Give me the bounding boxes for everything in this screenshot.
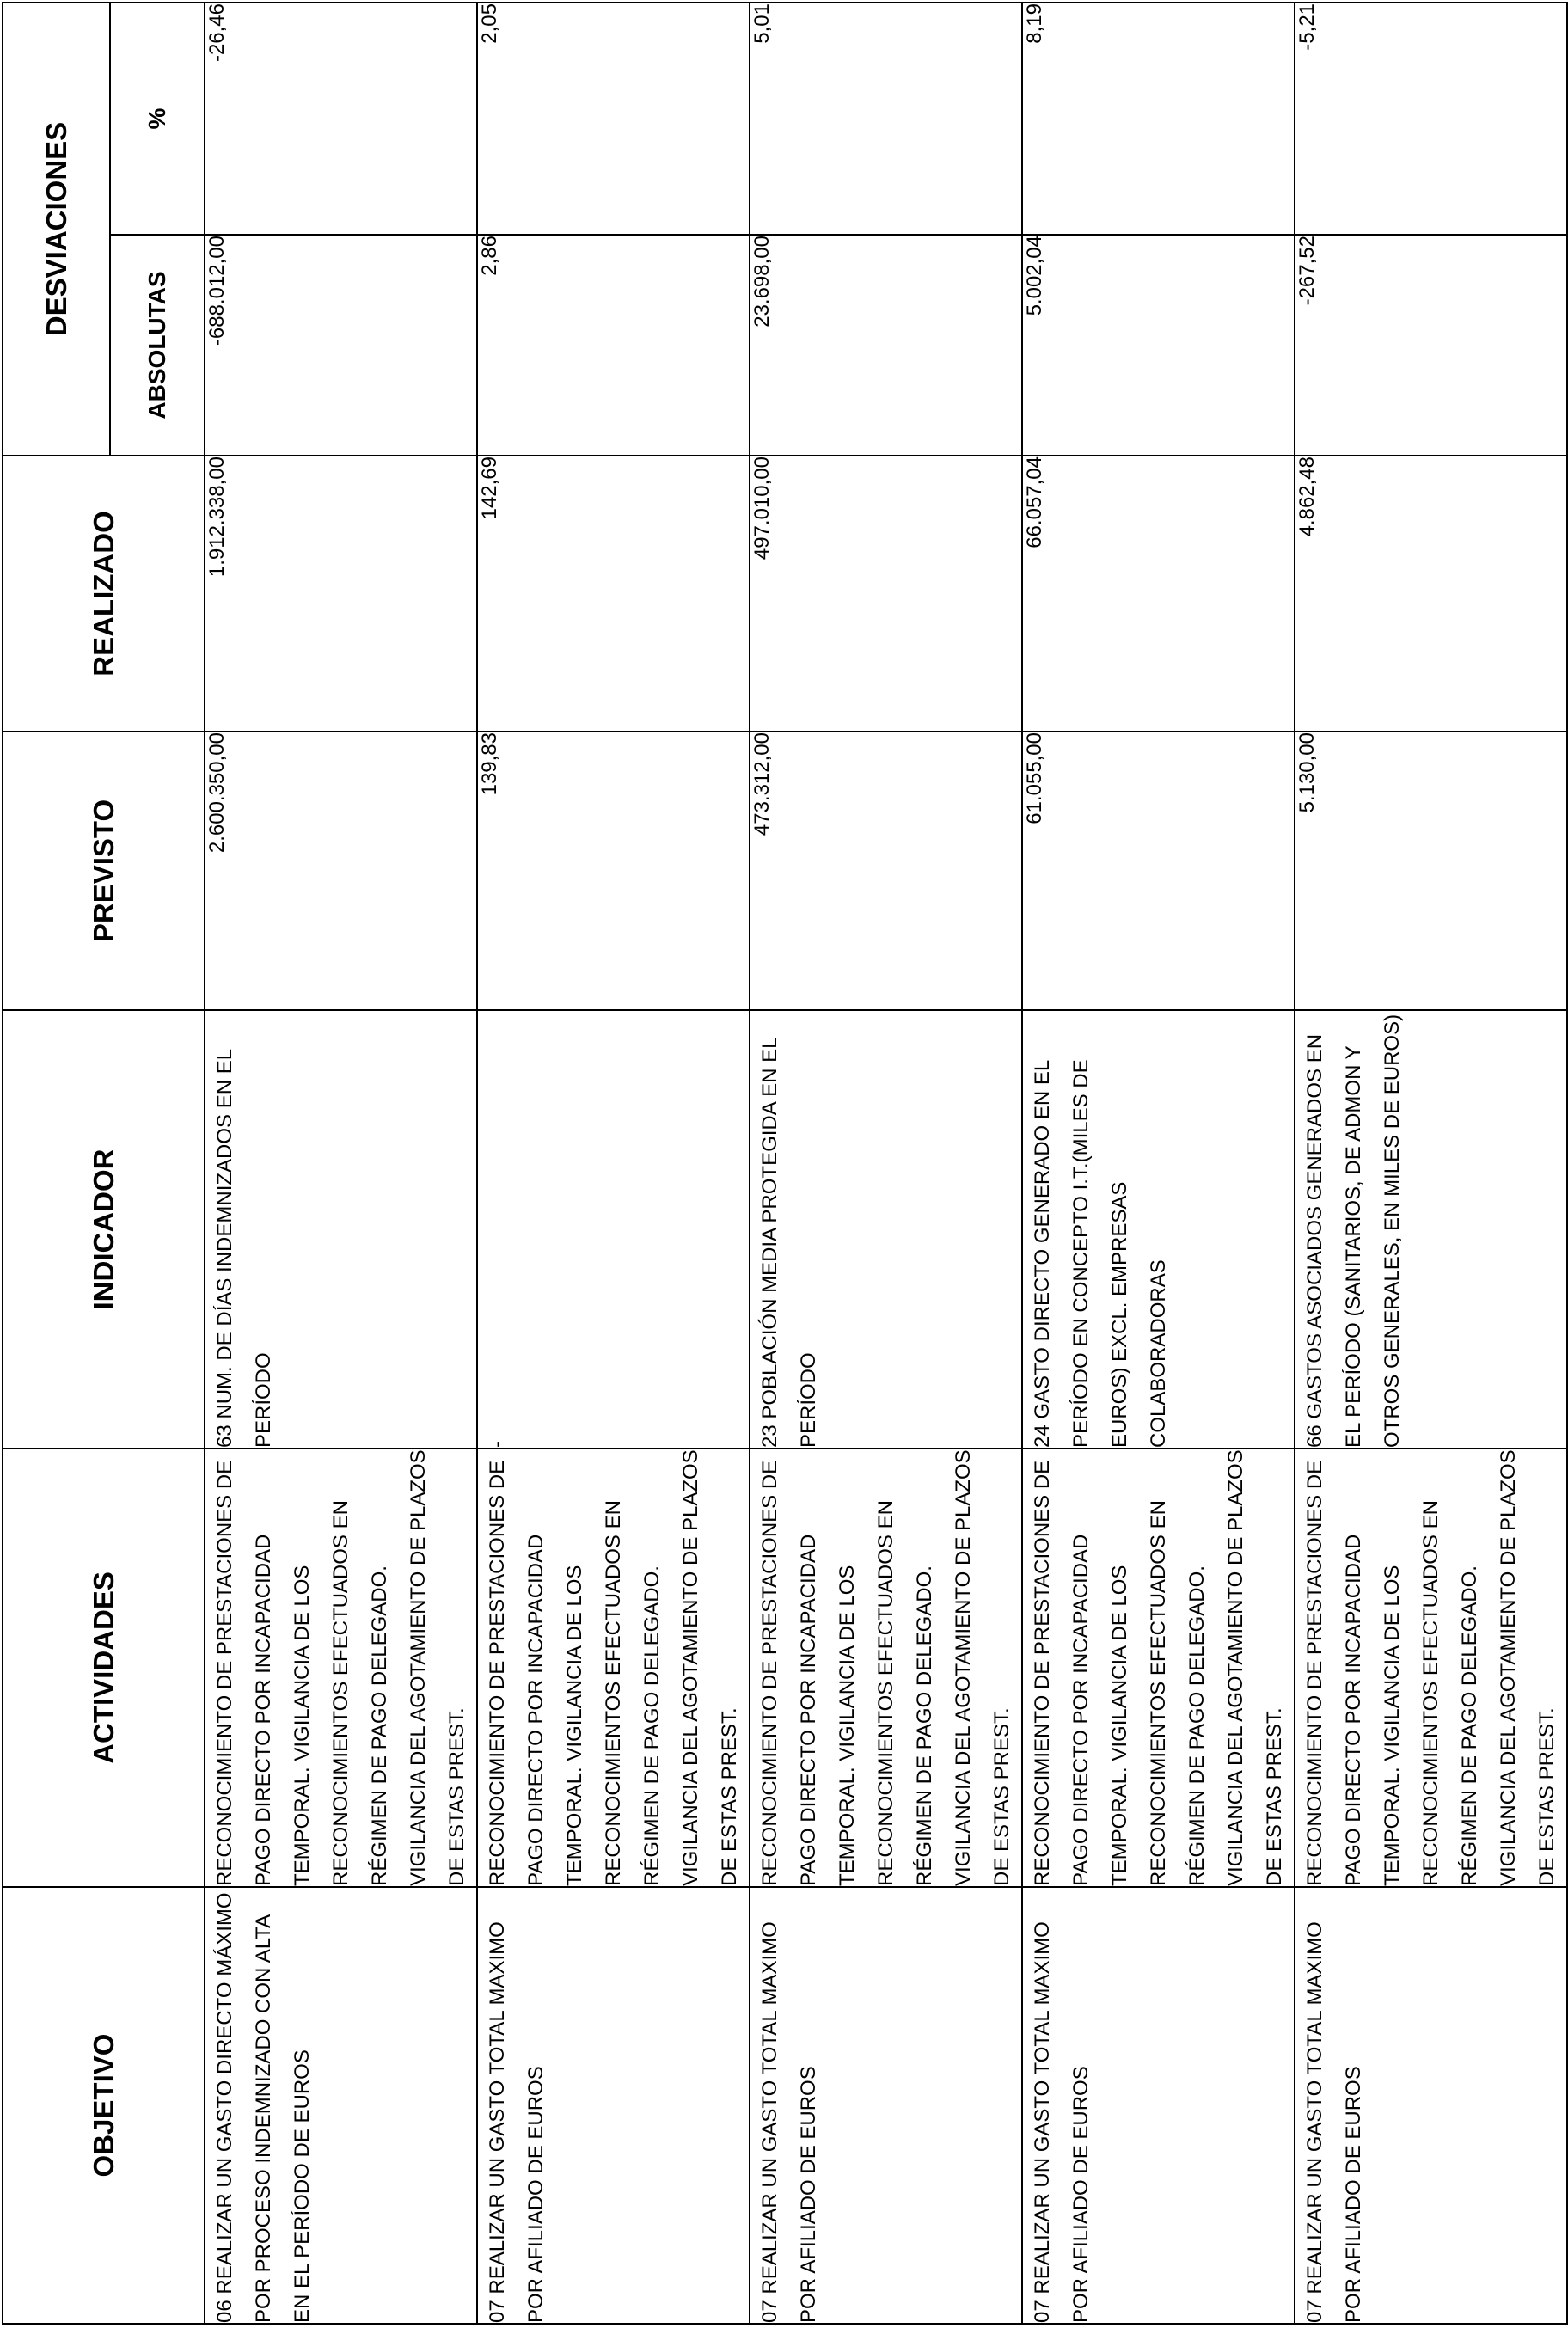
indicador-cell: 24 GASTO DIRECTO GENERADO EN EL PERÍODO EN CONCEPTO I.T.(MILES DE EUROS) EXCL. EMPRESAS COLABORADORAS [1022,1010,1295,1449]
header-indicador: INDICADOR [3,1010,205,1449]
header-porcentaje: % [110,3,205,235]
table-row [205,3,477,2324]
header-actividades: ACTIVIDADES [3,1449,205,1887]
previsto-cell: 5.130,00 [1295,732,1567,1010]
realizado-cell: 142,69 [477,456,750,732]
objetivo-cell: 07 REALIZAR UN GASTO TOTAL MAXIMO POR AFILIADO DE EUROS [1022,1887,1295,2324]
table-row [1022,3,1295,2324]
table-row [477,3,750,2324]
realizado-cell: 4.862,48 [1295,456,1567,732]
realizado-cell: 1.912.338,00 [205,456,477,732]
header-objetivo: OBJETIVO [3,1887,205,2324]
objetivo-cell: 07 REALIZAR UN GASTO TOTAL MAXIMO POR AFILIADO DE EUROS [477,1887,750,2324]
actividades-cell: RECONOCIMIENTO DE PRESTACIONES DE PAGO DIRECTO POR INCAPACIDAD TEMPORAL. VIGILANCIA DE LOS RECONOCIMIENTOS EFECTUADOS EN RÉGIMEN DE PAGO DELEGADO. VIGILANCIA DEL AGOTAMIENTO DE PLAZOS DE ESTAS PREST. [205,1449,477,1887]
objectives-table [2,2,1568,2325]
header-previsto: PREVISTO [3,732,205,1010]
absolutas-cell: 5.002,04 [1022,235,1295,456]
indicador-cell: 23 POBLACIÓN MEDIA PROTEGIDA EN EL PERÍODO [750,1010,1022,1449]
header-realizado: REALIZADO [3,456,205,732]
porcentaje-cell: 8,19 [1022,3,1295,235]
header-desviaciones: DESVIACIONES [3,3,110,456]
actividades-cell: RECONOCIMIENTO DE PRESTACIONES DE PAGO DIRECTO POR INCAPACIDAD TEMPORAL. VIGILANCIA DE LOS RECONOCIMIENTOS EFECTUADOS EN RÉGIMEN DE PAGO DELEGADO. VIGILANCIA DEL AGOTAMIENTO DE PLAZOS DE ESTAS PREST. [1295,1449,1567,1887]
absolutas-cell: 2,86 [477,235,750,456]
header-row [3,3,110,2324]
absolutas-cell: -688.012,00 [205,235,477,456]
actividades-cell: RECONOCIMIENTO DE PRESTACIONES DE PAGO DIRECTO POR INCAPACIDAD TEMPORAL. VIGILANCIA DE LOS RECONOCIMIENTOS EFECTUADOS EN RÉGIMEN DE PAGO DELEGADO. VIGILANCIA DEL AGOTAMIENTO DE PLAZOS DE ESTAS PREST. [477,1449,750,1887]
indicador-cell: 63 NUM. DE DÍAS INDEMNIZADOS EN EL PERÍODO [205,1010,477,1449]
indicador-cell: 66 GASTOS ASOCIADOS GENERADOS EN EL PERÍODO (SANITARIOS, DE ADMON Y OTROS GENERALES, EN MILES DE EUROS) [1295,1010,1567,1449]
actividades-cell: RECONOCIMIENTO DE PRESTACIONES DE PAGO DIRECTO POR INCAPACIDAD TEMPORAL. VIGILANCIA DE LOS RECONOCIMIENTOS EFECTUADOS EN RÉGIMEN DE PAGO DELEGADO. VIGILANCIA DEL AGOTAMIENTO DE PLAZOS DE ESTAS PREST. [750,1449,1022,1887]
objetivo-cell: 07 REALIZAR UN GASTO TOTAL MAXIMO POR AFILIADO DE EUROS [750,1887,1022,2324]
actividades-cell: RECONOCIMIENTO DE PRESTACIONES DE PAGO DIRECTO POR INCAPACIDAD TEMPORAL. VIGILANCIA DE LOS RECONOCIMIENTOS EFECTUADOS EN RÉGIMEN DE PAGO DELEGADO. VIGILANCIA DEL AGOTAMIENTO DE PLAZOS DE ESTAS PREST. [1022,1449,1295,1887]
absolutas-cell: 23.698,00 [750,235,1022,456]
previsto-cell: 2.600.350,00 [205,732,477,1010]
porcentaje-cell: -26,46 [205,3,477,235]
indicador-cell: - [477,1010,750,1449]
previsto-cell: 61.055,00 [1022,732,1295,1010]
porcentaje-cell: 5,01 [750,3,1022,235]
header-absolutas: ABSOLUTAS [110,235,205,456]
realizado-cell: 497.010,00 [750,456,1022,732]
objetivo-cell: 07 REALIZAR UN GASTO TOTAL MAXIMO POR AFILIADO DE EUROS [1295,1887,1567,2324]
previsto-cell: 139,83 [477,732,750,1010]
porcentaje-cell: -5,21 [1295,3,1567,235]
table-row [750,3,1022,2324]
previsto-cell: 473.312,00 [750,732,1022,1010]
realizado-cell: 66.057,04 [1022,456,1295,732]
table-row [1295,3,1567,2324]
absolutas-cell: -267,52 [1295,235,1567,456]
porcentaje-cell: 2,05 [477,3,750,235]
objetivo-cell: 06 REALIZAR UN GASTO DIRECTO MÁXIMO POR PROCESO INDEMNIZADO CON ALTA EN EL PERÍODO DE EUROS [205,1887,477,2324]
